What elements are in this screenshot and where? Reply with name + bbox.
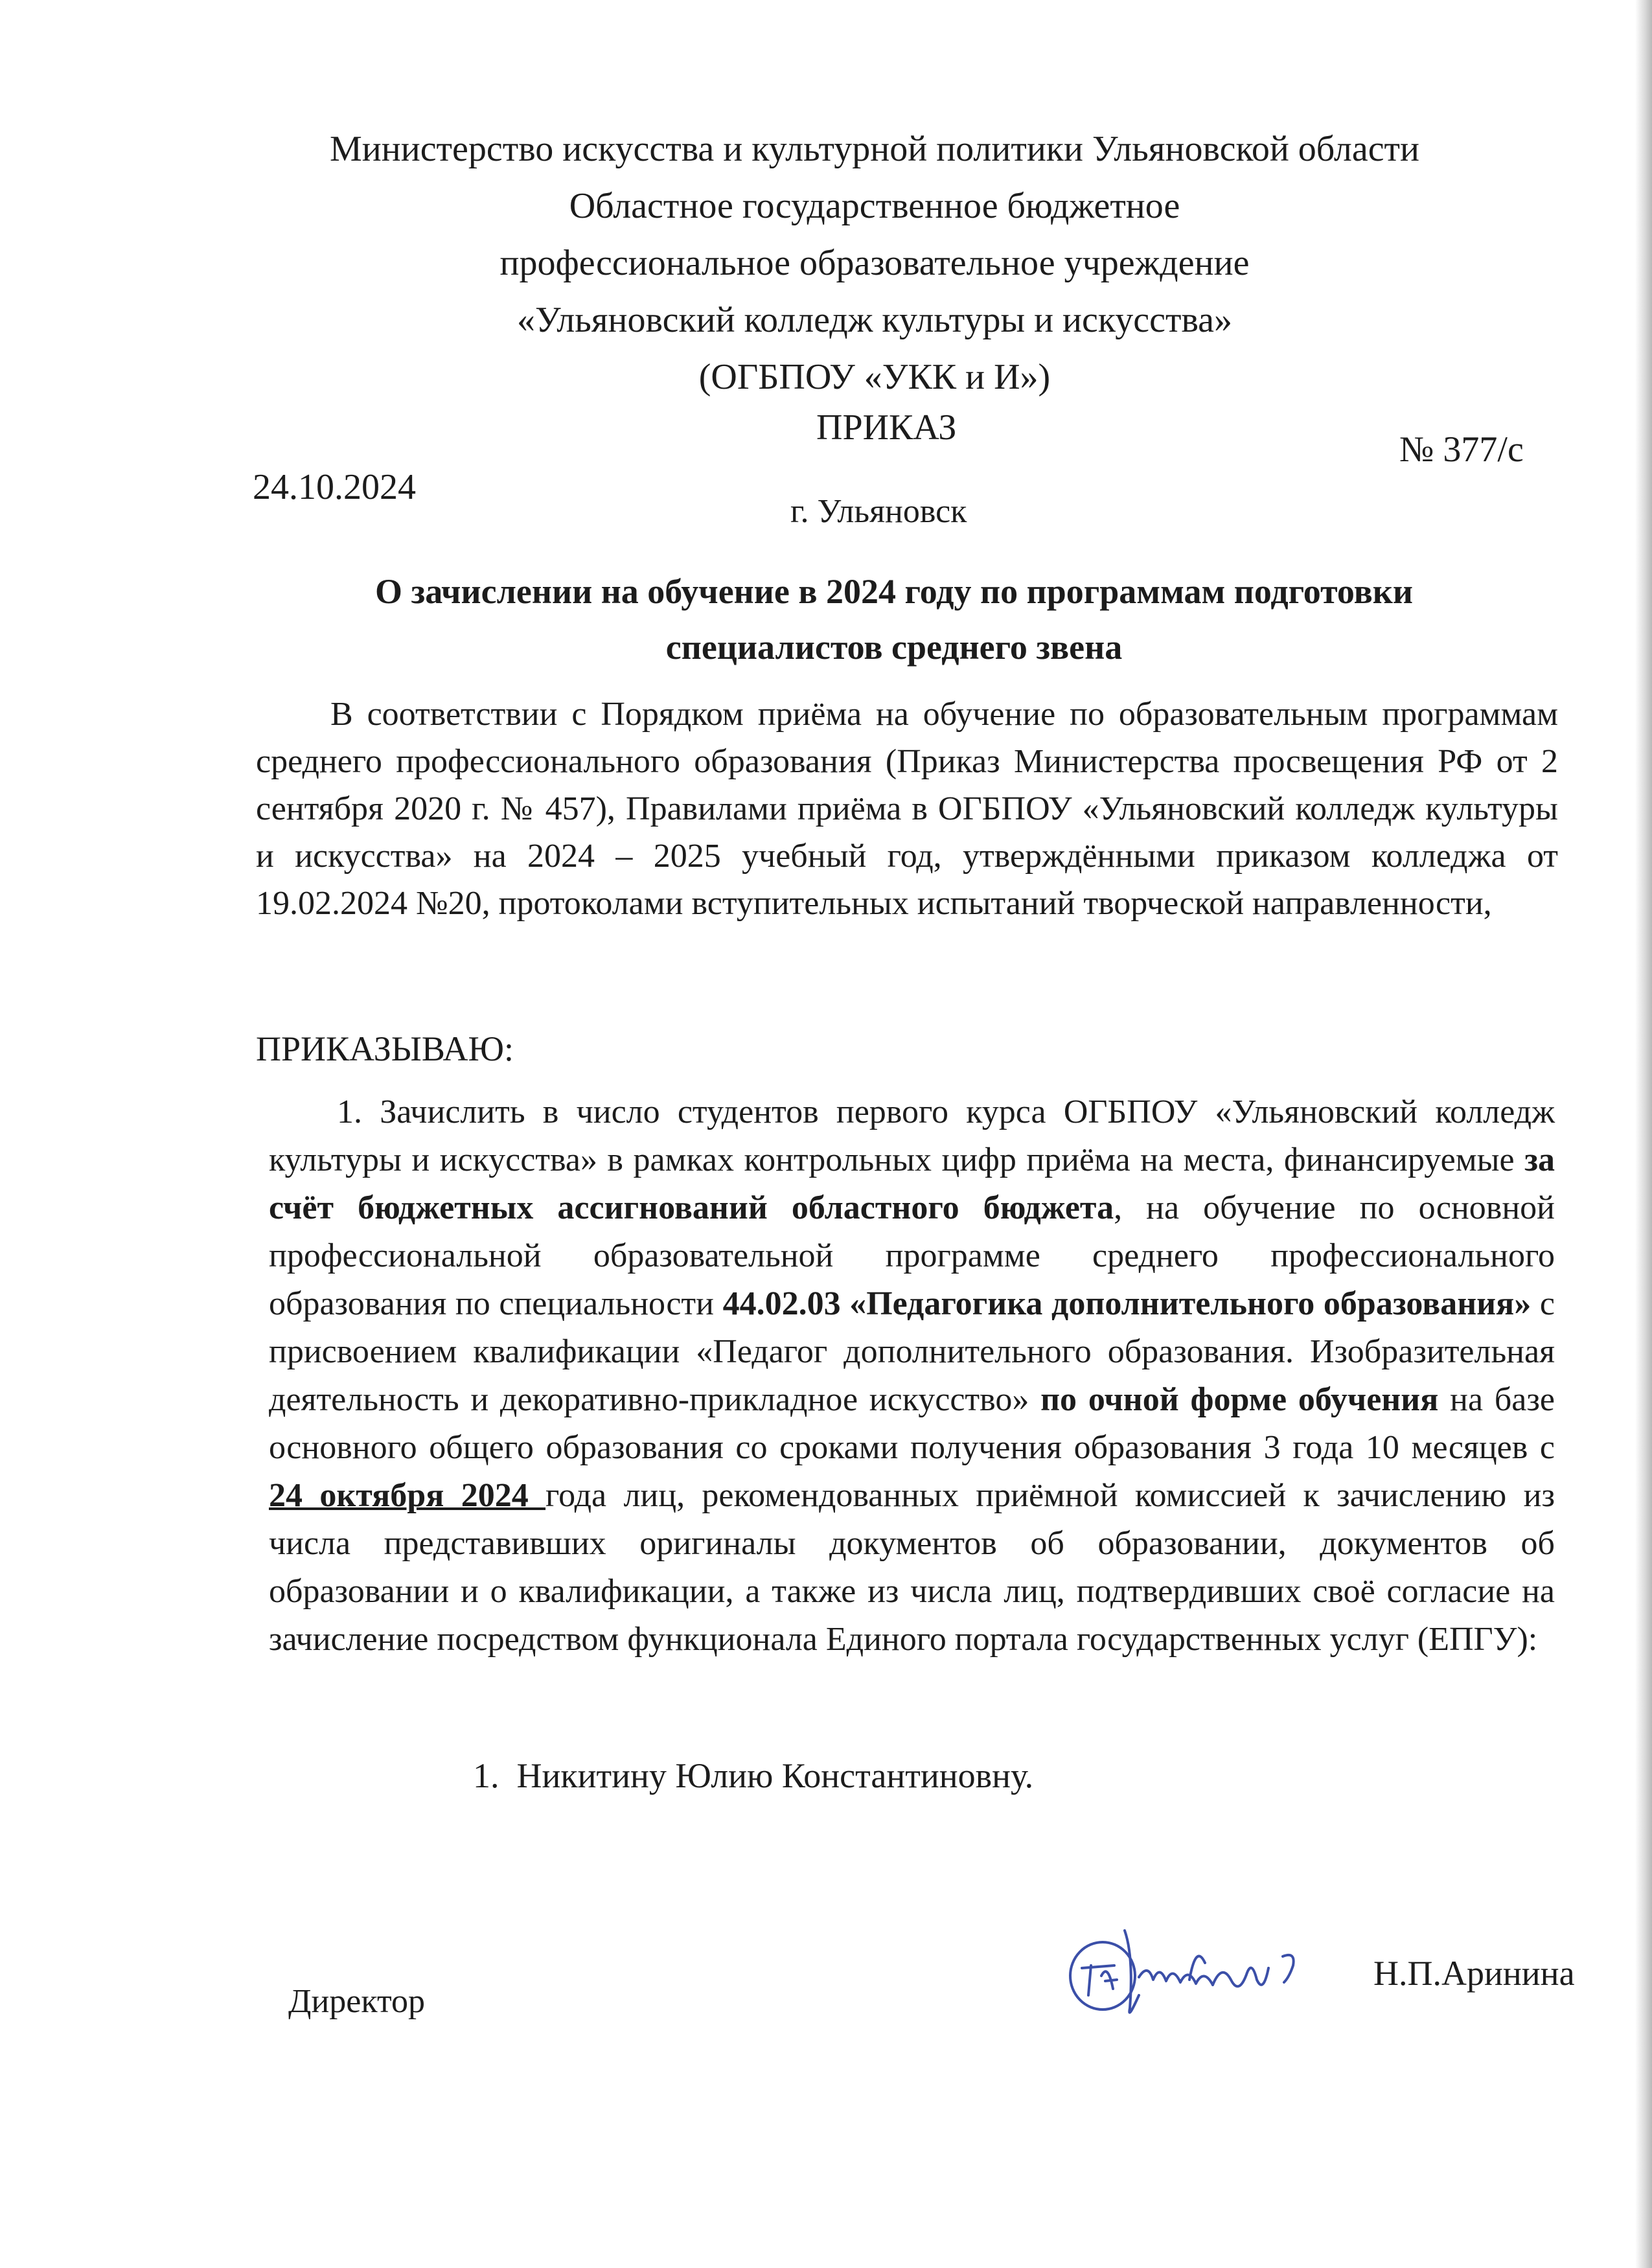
director-name: Н.П.Аринина: [1373, 1954, 1575, 1993]
item1-bold-form: по очной форме обучения: [1040, 1381, 1439, 1418]
item1-text-4: на базе основного общего образования со сроками получения образования 3 года 10 месяцев с: [269, 1381, 1555, 1466]
item1-bold-1: за счёт бюджетных ассигнований областного бюджета: [269, 1141, 1555, 1226]
order-number: № 377/с: [1399, 430, 1524, 470]
student-list-item: [473, 1756, 1033, 1796]
preamble-paragraph: В соответствии с Порядком приёма на обучение по образовательным программам среднего профессионального образования (Приказ Министерства просвещения РФ от 2 сентября 2020 г. № 457), Правилами приёма в ОГБПОУ «Ульяновский колледж культуры и искусства» на 2024 – 2025 учебный год, утверждёнными приказом колледжа от 19.02.2024 №20, протоколами вступительных испытаний творческой направленности,: [256, 696, 1558, 922]
header-org-type: Областное государственное бюджетное: [569, 186, 1180, 226]
order-item-1: [269, 1088, 1555, 1664]
item1-text-3: с присвоением квалификации «Педагог дополнительного образования. Изобразительная деятельность и декоративно-прикладное искусство»: [269, 1285, 1555, 1418]
header-org-abbr: (ОГБПОУ «УКК и И»): [698, 357, 1051, 397]
item1-text-1: 1. Зачислить в число студентов первого курса ОГБПОУ «Ульяновский колледж культуры и искусства» в рамках контрольных цифр приёма на места, финансируемые: [269, 1094, 1555, 1178]
item1-text-2: , на обучение по основной профессиональной образовательной программе среднего профессионального образования по специальности: [269, 1189, 1555, 1322]
student-number: 1.: [473, 1756, 499, 1795]
subject-line-2: специалистов среднего звена: [665, 628, 1123, 667]
item1-text-5: года лиц, рекомендованных приёмной комиссией к зачислению из числа представивших оригиналы документов об образовании, документов об образовании и о квалификации, а также из числа лиц, подтвердивших своё согласие на зачисление посредством функционала Единого портала государственных услуг (ЕПГУ):: [269, 1477, 1555, 1658]
header-org-name: «Ульяновский колледж культуры и искусства»: [516, 300, 1233, 340]
item1-bold-specialty: 44.02.03 «Педагогика дополнительного образования»: [722, 1285, 1532, 1322]
handwritten-signature: [1062, 1918, 1335, 2028]
director-title: Директор: [288, 1983, 425, 2020]
item1-start-date: 24 октября 2024: [269, 1477, 546, 1514]
order-city: г. Ульяновск: [790, 493, 967, 530]
student-name: Никитину Юлию Константиновну.: [516, 1756, 1034, 1795]
order-subject: [279, 564, 1509, 675]
header-org-type-2: профессиональное образовательное учреждение: [499, 243, 1250, 283]
order-title: ПРИКАЗ: [816, 407, 957, 448]
header-ministry: Министерство искусства и культурной политики Ульяновской области: [330, 129, 1419, 169]
order-date: 24.10.2024: [253, 467, 416, 507]
subject-line-1: О зачислении на обучение в 2024 году по программам подготовки: [375, 572, 1413, 611]
organization-header: [194, 120, 1555, 406]
order-directive: ПРИКАЗЫВАЮ:: [256, 1029, 514, 1068]
scan-edge: [1635, 0, 1652, 2268]
